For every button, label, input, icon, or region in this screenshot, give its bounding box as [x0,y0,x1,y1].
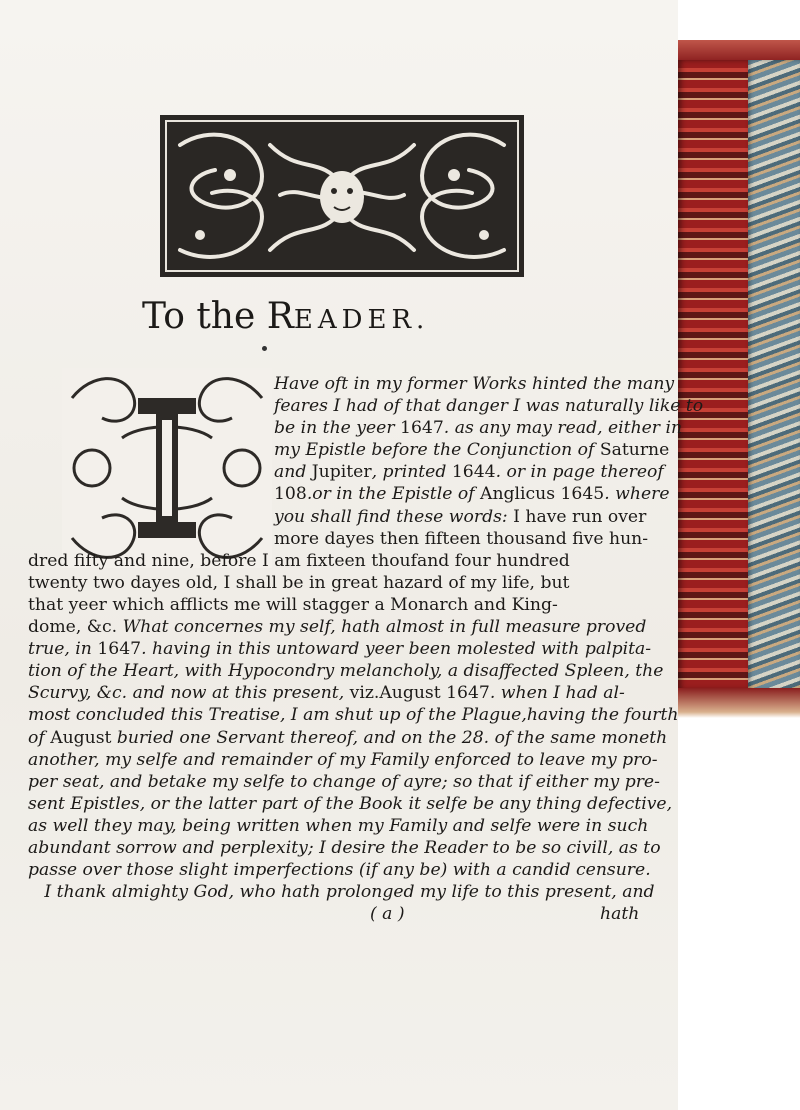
text-run: dred fifty and nine, before I am fixteen thoufand four hundred [28,550,570,571]
text-run: 1647 [97,639,142,660]
text-run: I have run over [513,506,647,527]
text-run: twenty two dayes old, I shall be in great hazard of my life, but [28,572,570,593]
title-ornament-dot [262,346,267,351]
edge-top-band [678,40,800,62]
text-run: Jupiter [311,462,372,483]
text-line [28,704,679,726]
text-line [28,638,658,660]
text-line [28,506,658,528]
text-run: . or in page thereof [495,462,664,483]
text-line [28,682,658,704]
text-run: I thank almighty God, who hath prolonged my life to this present, and [28,882,655,903]
text-line [28,439,670,461]
text-run: Saturne [599,440,670,461]
page-title [142,296,542,346]
text-line [28,859,658,881]
text-run: 108 [274,484,307,505]
text-run: per seat, and betake my selfe to change of ayre; so that if either my pre- [28,771,660,792]
body-text [28,373,704,925]
red-binding-strip [678,60,748,690]
text-line [28,771,658,793]
text-run: . as any may read, either in [443,418,683,439]
text-run: . when I had al- [489,683,625,704]
text-line [28,528,658,550]
text-run: be in the yeer [274,418,401,439]
edge-bottom-band [678,688,800,718]
text-run: Have oft in my former Works hinted the many [274,374,675,394]
headpiece-ornament-icon [160,115,524,277]
text-run: 1644 [451,462,496,483]
title-reader: EADER. [293,305,430,335]
text-run: that yeer which afflicts me will stagger a Monarch and King- [28,594,558,615]
text-run: buried one Servant thereof, and on the 28. of the same moneth [111,727,668,748]
text-line [28,483,670,505]
text-line [28,395,704,417]
text-run: feares I had of that danger I was naturally like to [274,396,704,417]
text-line [28,837,661,859]
text-run: you shall find these words: [274,506,514,527]
book-edge [678,0,800,1110]
text-run: Anglicus 1645 [480,484,605,505]
text-run: another, my selfe and remainder of my Family enforced to leave my pro- [28,749,658,770]
text-line [28,881,658,903]
title-to-the: To the [142,296,256,337]
text-run: my Epistle before the Conjunction of [274,440,600,461]
text-line [28,727,668,749]
text-run: viz.August 1647 [349,683,490,704]
text-line [28,550,658,572]
text-run: more dayes then fifteen thousand five hun- [274,528,649,549]
text-run: abundant sorrow and perplexity; I desire the Reader to be so civill, as to [28,837,661,858]
text-run: August [50,727,112,748]
text-line [28,815,658,837]
text-run: . having in this untoward yeer been molested with palpita- [141,639,652,660]
text-run: most concluded this Treatise, I am shut up of the Plague,having the fourth [28,705,679,726]
text-run: dome, &c. [28,617,123,638]
text-run: tion of the Heart, with Hypocondry melancholy, a disaffected Spleen, the [28,661,664,682]
text-line [28,594,658,616]
text-line [28,749,658,771]
title-initial-r: R [266,296,294,337]
text-line [28,793,673,815]
signature-mark: ( a ) [370,904,405,925]
text-line [28,417,683,439]
text-run: , printed [371,462,452,483]
text-run: true, in [28,639,98,660]
text-run: sent Epistles, or the latter part of the Book it selfe be any thing defective, [28,793,673,814]
text-line [28,660,664,682]
text-run: 1647 [400,418,444,439]
text-line [28,572,658,594]
text-run: as well they may, being written when my Family and selfe were in such [28,815,649,836]
text-run: of [28,727,51,748]
text-line [28,461,664,483]
text-run: . where [604,484,670,505]
text-run: passe over those slight imperfections (if any be) with a candid censure. [28,860,651,881]
marbled-edge [748,60,800,690]
text-run: What concernes my self, hath almost in full measure proved [122,617,647,638]
catchword: hath [600,904,640,925]
page-footer [28,903,658,925]
text-run: Scurvy, &c. and now at this present, [28,683,350,704]
text-run: .or in the Epistle of [306,484,481,505]
text-run: and [274,462,312,483]
text-line [28,616,658,638]
text-line [28,373,675,395]
